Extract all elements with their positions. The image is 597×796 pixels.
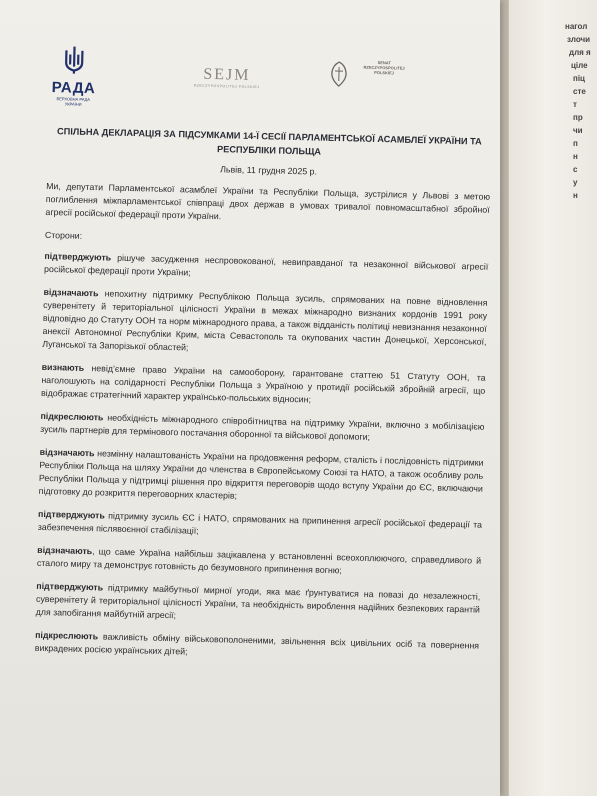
clause-keyword: відзначають xyxy=(37,544,93,557)
logo-row xyxy=(48,28,494,129)
adjacent-text-fragment: у xyxy=(573,178,578,187)
clause-paragraph xyxy=(39,446,484,509)
clause-text: непохитну підтримку Республікою Польща зусиль, спрямованих на повне відновлення суверенітету й територіальної цілісності України в межах міжнародно визнаних кордонів 1991 року відповідно до Статуту ООН та норм міжнародного права, а також відданість політиці невизнання незаконної анексії Автономної Республіки Крим, міста Севастополь та окупованих частин Донецької, Херсонської, Луганської та Запорізької областей; xyxy=(42,288,488,353)
clause-keyword: відзначають xyxy=(39,446,95,459)
adjacent-text-fragment: т xyxy=(573,100,577,109)
clause-paragraph xyxy=(42,286,487,362)
senat-line-3: POLSKIEJ xyxy=(374,69,394,76)
clause-text: невід’ємне право України на самооборону, гарантоване статтею 51 Статуту ООН, та наголошують на солідарності Республіки Польща з Україною у протидії російській збройній агресії, що відображає стратегічний характер українсько-польських відносин; xyxy=(40,362,486,405)
sejm-logo xyxy=(187,65,268,89)
clause-text: незмінну налаштованість України на продовження реформ, сталість і послідовність підтримки Республіки Польща на шляху України до членства в Європейському Союзі та НАТО, а також особливу роль Республіки Польща у підтримці рішення про відкриття переговорів щодо вступу України до ЄС, включаючи підготовку до розкриття переговорних кластерів; xyxy=(38,448,484,501)
trident-icon xyxy=(61,44,88,75)
adjacent-text-fragment: н xyxy=(573,191,578,200)
parties-label: Сторони: xyxy=(44,229,83,241)
clause-keyword: підкреслюють xyxy=(35,629,99,642)
senat-line-2: RZECZYPOSPOLITEJ xyxy=(363,64,405,71)
clause-keyword: підтверджують xyxy=(38,508,105,521)
clause-keyword: підтверджують xyxy=(44,250,112,263)
clause-text: підтримку зусиль ЄС і НАТО, спрямованих на припинення агресії російської федерації та забезпечення післявоєнної стабілізації; xyxy=(37,510,483,536)
adjacent-page xyxy=(508,0,597,796)
sejm-subtitle: RZECZYPOSPOLITEJ POLSKIEJ xyxy=(193,83,260,90)
declaration-title: СПІЛЬНА ДЕКЛАРАЦІЯ ЗА ПІДСУМКАМИ 14-Ї СЕСІЇ ПАРЛАМЕНТСЬКОЇ АСАМБЛЕЇ УКРАЇНИ ТА РЕСПУБЛІКИ ПОЛЬЩА xyxy=(56,126,482,157)
clause-keyword: підтверджують xyxy=(36,580,104,593)
clause-text: необхідність міжнародного співробітництва на підтримку України, включно з мобілізацією зусиль партнерів для термінового постачання оборонної та військової допомоги; xyxy=(40,412,485,442)
clause-paragraph xyxy=(38,508,483,545)
eagle-crest-icon xyxy=(327,59,352,90)
clause-keyword: підкреслюють xyxy=(40,410,104,423)
adjacent-text-fragment: піц xyxy=(573,74,585,83)
clause-paragraph xyxy=(35,629,480,666)
adjacent-text-fragment: чи xyxy=(573,126,583,135)
clauses-list xyxy=(35,250,489,666)
document-content xyxy=(34,28,493,676)
clause-paragraph xyxy=(37,544,482,581)
clause-text: рішуче засудження неспровокованої, невиправданої та незаконної військової агресії російської федерації проти України; xyxy=(43,252,489,278)
senat-line-1: SENAT xyxy=(377,60,391,66)
adjacent-text-fragment: сте xyxy=(573,87,586,96)
adjacent-text-fragment: п xyxy=(573,139,578,148)
clause-keyword: відзначають xyxy=(43,286,99,299)
sejm-name: SEJM xyxy=(203,65,251,84)
clause-paragraph xyxy=(40,410,485,447)
clause-keyword: визнають xyxy=(41,361,85,373)
adjacent-text-fragment: с xyxy=(573,165,578,174)
adjacent-text-fragment: злочи xyxy=(567,35,591,44)
clause-text: , що саме Україна найбільш зацікавлена у встановленні всеохоплюючого, справедливого й сталого миру та демонструє готовність до безумовного припинення вогню; xyxy=(36,546,482,576)
adjacent-text-fragment: для я xyxy=(569,48,591,57)
adjacent-text-fragment: ціле xyxy=(571,61,588,70)
adjacent-text-fragment: н xyxy=(573,152,578,161)
clause-paragraph xyxy=(41,361,486,411)
rada-subtitle: ВЕРХОВНА РАДА УКРАЇНИ xyxy=(56,96,91,107)
clause-paragraph xyxy=(44,250,489,287)
rada-logo xyxy=(48,44,99,107)
clause-text: підтримку майбутньої мирної угоди, яка має ґрунтуватися на повазі до незалежності, суверенітету й територіальної цілісності України, та необхідність вироблення надійних безпекових гарантій для запобігання майбутній агресії; xyxy=(35,582,481,621)
rada-name: РАДА xyxy=(51,79,96,98)
adjacent-text-fragment: пр xyxy=(573,113,583,122)
clause-text: важливість обміну військовополоненими, звільнення всіх цивільних осіб та повернення викрадених росією українських дітей; xyxy=(34,631,480,657)
senat-logo xyxy=(349,59,419,76)
adjacent-text-fragment: нагол xyxy=(565,22,588,31)
clause-paragraph xyxy=(36,580,481,630)
place-and-date: Львів, 11 грудня 2025 р. xyxy=(220,164,318,177)
intro-paragraph: Ми, депутати Парламентської асамблеї України та Республіки Польща, зустрілися у Львові з метою поглиблення міжпарламентської співпраці двох держав в умовах тривалої повномасштабної збройної агресії російської федерації проти України. xyxy=(45,180,491,222)
